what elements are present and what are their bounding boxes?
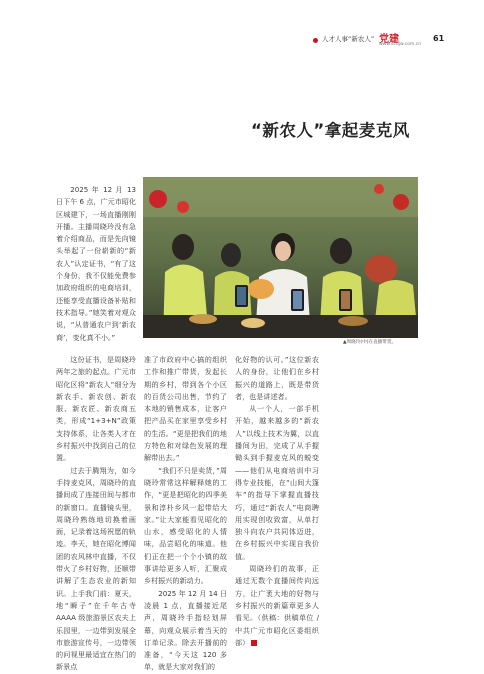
- magazine-url: www.scdjw.com.cn: [379, 42, 422, 47]
- paragraph: 化好物的认可。”这位新农人的身份，让他们在乡村振兴的道路上，既是带货者，也是讲述者。: [235, 355, 319, 401]
- article-intro: [56, 184, 136, 344]
- section-bullet-icon: [313, 38, 318, 43]
- article-title: “新农人”拿起麦克风: [251, 121, 410, 140]
- article-column-2: [144, 354, 227, 674]
- page-number: 61: [433, 34, 445, 43]
- photo-caption: ▲周晓玲(中)在直播带货。: [343, 340, 397, 345]
- paragraph: 这份证书，是周晓玲两年之旅的起点。广元市昭化区将“新农人”细分为新农手、新农创、新农服、新农匠、新农商五类，形成“1+3+N”政策支持体系，让各类人才在乡村振兴中找到自己的位置。: [56, 355, 136, 463]
- intro-paragraph: 2025 年 12 月 13 日下午 6 点，广元市昭化区城建下，一场直播刚刚开播。主播周晓玲没有急着介绍商品，而是先向镜头举起了一份崭新的“新农人”认定证书，“有了这个身份，我不仅能免费参加政府组织的电商培训，还能享受直播设备补贴和技术指导。”她笑着对观众说，“从普通农户到‘新农商’，变化真不小。”: [56, 185, 136, 342]
- paragraph: [235, 563, 319, 649]
- paragraph: “我们不只是卖货，”周晓玲常常这样解释她的工作，“更是把昭化的四季美景和淳朴乡风一起带给大家。”让大家能看见昭化的山水，感受昭化的人情味，品尝昭化的味道。他们正在把一个个小镇的故事讲给更多人听，汇聚成乡村振兴的新动力。: [144, 465, 227, 586]
- end-of-article-icon: [251, 640, 257, 646]
- paragraph: 过去于腾翔为，如今手持麦克风，周晓玲的直播间成了连接田间与都市的新窗口。直播镜头里，周晓玲熟练地切换着画面，记录着这场祝愿的轨迹。李天，她在昭化博闻团的农风林中直播，不仅带火了乡村好物，还顺带讲解了生态农业的新知识。上手我门前：夏天，地“瞬子”在千年古寺 AAAA 级旅游景区农夫上乐园里，一边带到发展全市旅游宣传号，一边带领的问视里最适宜在热门的新景点: [56, 465, 136, 672]
- paragraph: 准了市政府中心搞的组织工作和推广带货，发起长期的乡村，带到各个小区的百货公司出售，节约了本地的销售成本，让客户把产品买在家里享受乡村的生活。“更是把我们的地方特色和对绿色发展的理解带出去。”: [144, 355, 227, 463]
- article-column-1: [56, 354, 136, 674]
- article-column-3: [235, 354, 319, 649]
- section-title: 人才人事“新农人”: [322, 35, 375, 43]
- paragraph: 从一个人，一部手机开始，越来越多的“新农人”以线上技术为翼，以直播间为田，完成了从手握锄头到手握麦克风的蜕变——他们从电商培训中习得专业技能，在“山间大篷车”的指导下掌握直播技巧，通过“新农人”电商聘用实现创收致富，从单打独斗向农户共同体迈进，在乡村振兴中实现自我价值。: [235, 404, 319, 561]
- magazine-logo: 党建: [379, 34, 399, 45]
- paragraph: 2025 年 12 月 14 日凌晨 1 点，直播接近尾声，周晓玲手指轻划屏幕，向观众展示着当天的订单记录。除去开播前的准备，“今天这 120 多单，就是大家对我们的: [144, 588, 227, 672]
- page-header: [0, 0, 484, 47]
- article-photo: [143, 177, 418, 338]
- closing-paragraph-text: 周晓玲们的故事，正通过无数个直播间传向远方，让广袤大地的好物与乡村振兴的新篇章更多人看见。（供稿：供稿单位 / 中共广元市昭化区委组织部）: [235, 564, 319, 647]
